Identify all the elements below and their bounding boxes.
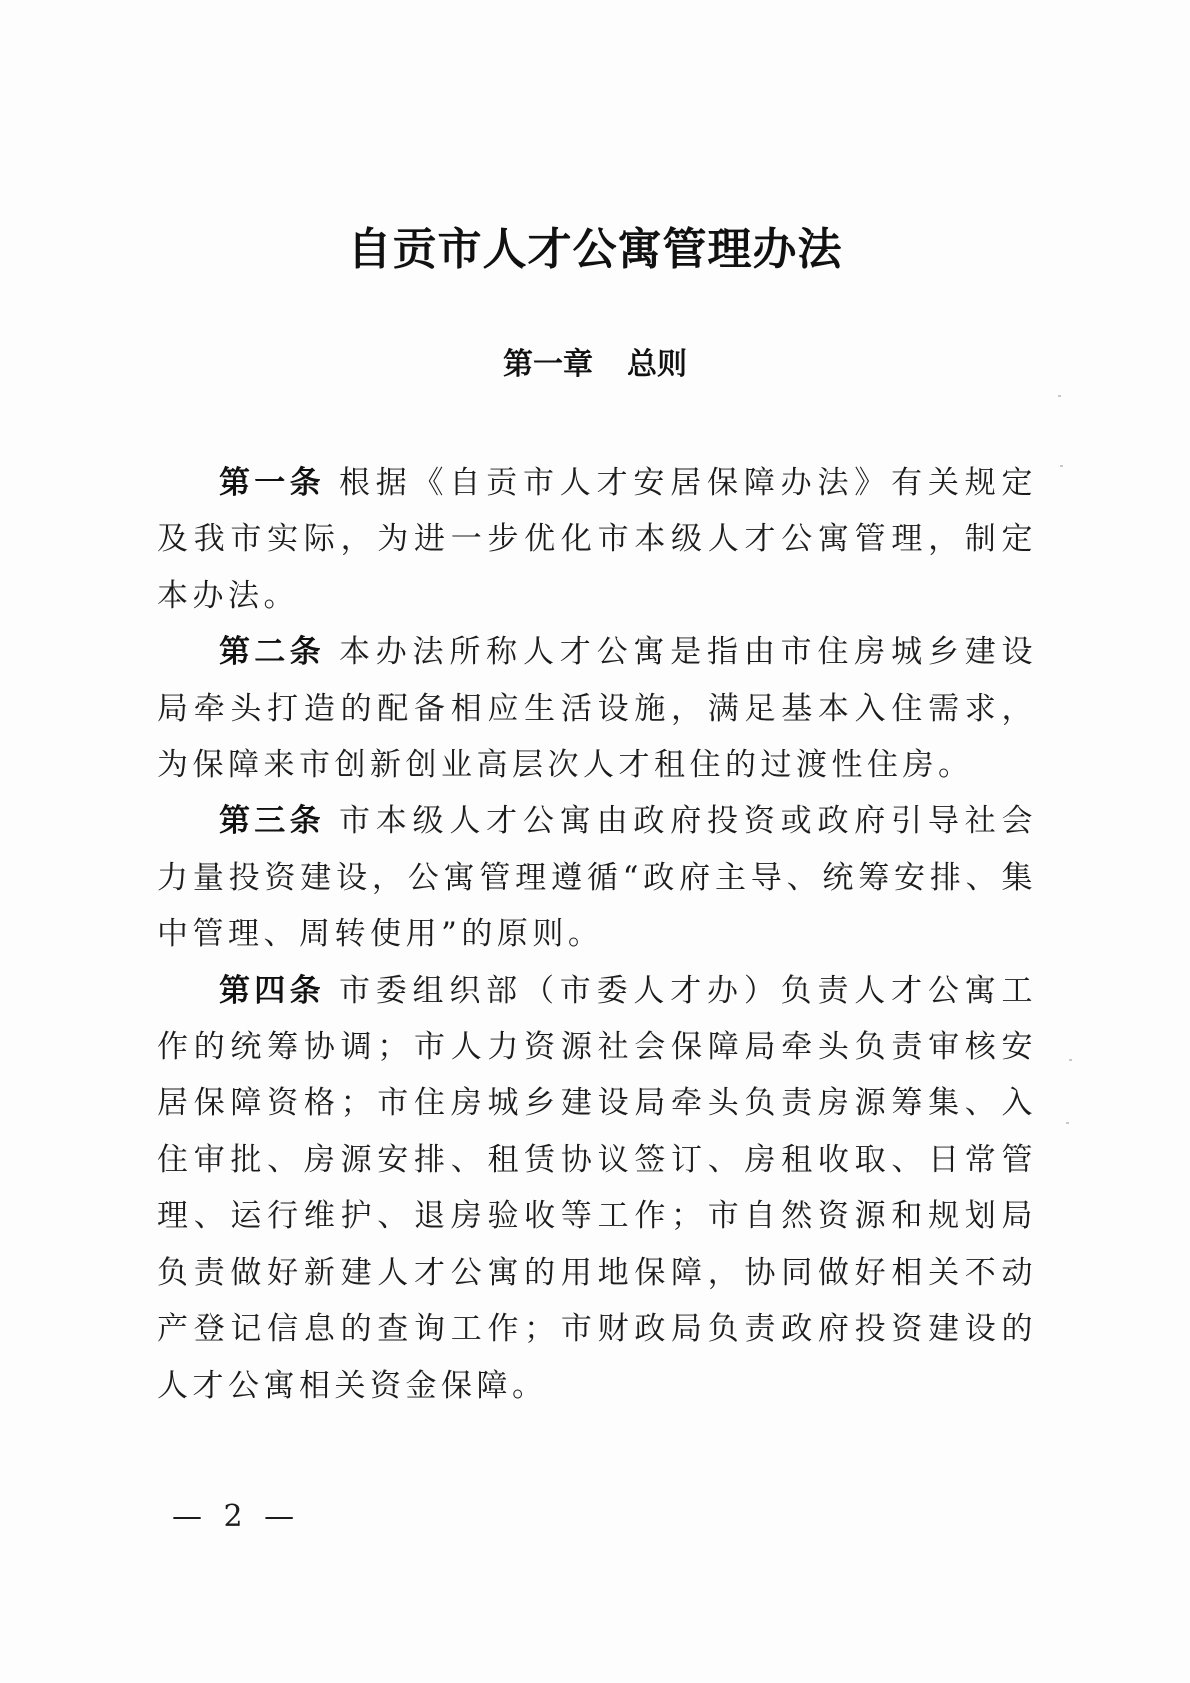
article-text: 本办法所称人才公寓是指由市住房城乡建设局牵头打造的配备相应生活设施，满足基本入住需求，为保障来市创新创业高层次人才租住的过渡性住房。 bbox=[157, 634, 1038, 784]
article-label: 第一条 bbox=[219, 465, 325, 501]
scan-speck bbox=[1060, 465, 1063, 467]
article-4 bbox=[157, 963, 1037, 1414]
scan-speck bbox=[1058, 395, 1061, 397]
article-2 bbox=[157, 624, 1037, 793]
article-label: 第四条 bbox=[219, 972, 325, 1009]
chapter-heading bbox=[0, 345, 1190, 385]
article-text: 市本级人才公寓由政府投资或政府引导社会力量投资建设，公寓管理遵循“政府主导、统筹安排、集中管理、周转使用”的原则。 bbox=[157, 803, 1038, 953]
scan-speck bbox=[1069, 1059, 1072, 1061]
article-text: 根据《自贡市人才安居保障办法》有关规定及我市实际，为进一步优化市本级人才公寓管理，制定本办法。 bbox=[157, 465, 1038, 614]
body-text bbox=[157, 455, 1037, 1414]
article-text: 市委组织部（市委人才办）负责人才公寓工作的统筹协调；市人力资源社会保障局牵头负责审核安居保障资格；市住房城乡建设局牵头负责房源筹集、入住审批、房源安排、租赁协议签订、房租收取、日常管理、运行维护、退房验收等工作；市自然资源和规划局负责做好新建人才公寓的用地保障，协同做好相关不动产登记信息的查询工作；市财政局负责政府投资建设的人才公寓相关资金保障。 bbox=[157, 972, 1038, 1404]
article-label: 第三条 bbox=[219, 803, 325, 840]
scan-speck bbox=[1066, 1122, 1069, 1124]
chapter-number: 第一章 bbox=[503, 347, 593, 382]
page-number: — 2 — bbox=[172, 1499, 301, 1534]
article-label: 第二条 bbox=[219, 634, 325, 671]
chapter-name: 总则 bbox=[627, 347, 687, 382]
article-3 bbox=[157, 793, 1037, 962]
document-title: 自贡市人才公寓管理办法 bbox=[347, 224, 843, 275]
article-1 bbox=[157, 455, 1037, 624]
